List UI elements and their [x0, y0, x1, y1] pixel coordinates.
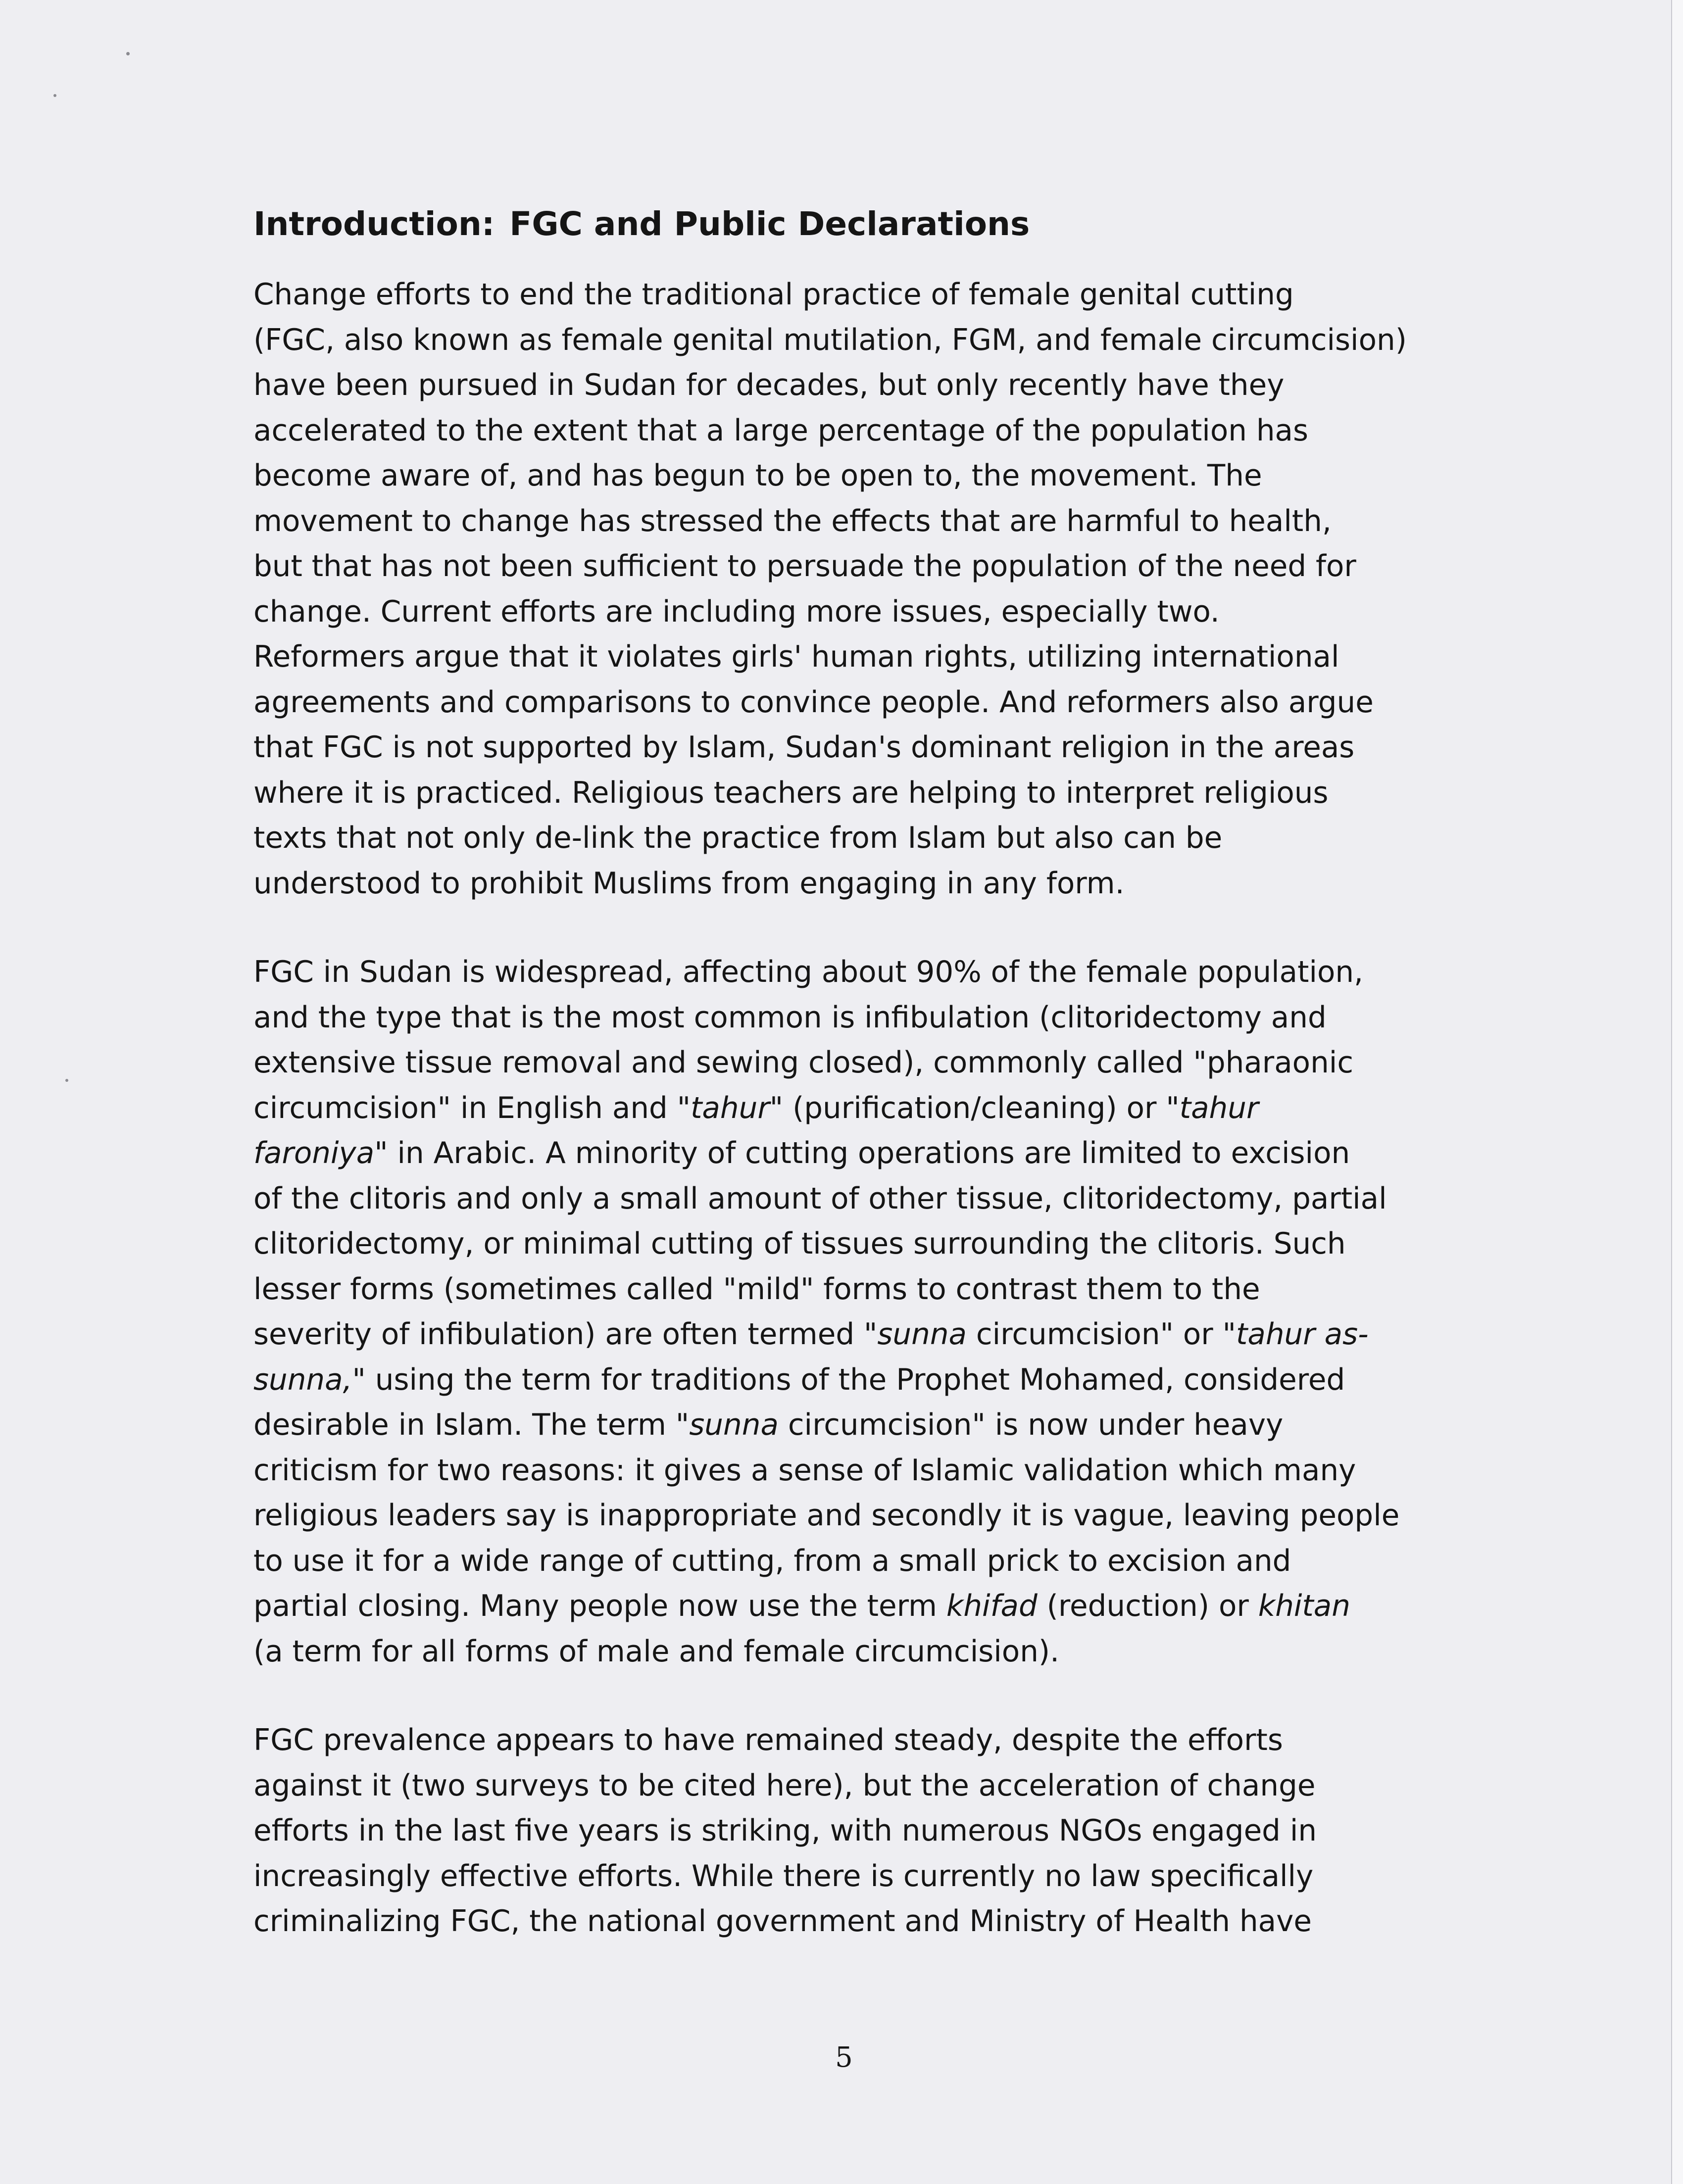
text-segment: lesser forms (sometimes called "mild" forms to contrast them to the: [253, 1272, 1260, 1307]
text-segment: Change efforts to end the traditional practice of female genital cutting: [253, 278, 1294, 312]
text-line: [253, 272, 1461, 318]
text-line: [253, 1539, 1461, 1584]
text-line: [253, 1493, 1461, 1539]
text-segment: change. Current efforts are including more issues, especially two.: [253, 594, 1220, 629]
text-segment: FGC prevalence appears to have remained steady, despite the efforts: [253, 1723, 1283, 1757]
text-line: [253, 1448, 1461, 1494]
text-line: [253, 1584, 1461, 1629]
text-segment: against it (two surveys to be cited here), but the acceleration of change: [253, 1768, 1316, 1803]
text-line: [253, 363, 1461, 408]
page-edge: [1671, 0, 1683, 2184]
italic-term: faroniya": [253, 1136, 388, 1170]
text-segment: agreements and comparisons to convince people. And reformers also argue: [253, 685, 1374, 720]
text-segment: desirable in Islam. The term ": [253, 1408, 690, 1442]
text-segment: accelerated to the extent that a large percentage of the population has: [253, 413, 1309, 448]
text-line: [253, 950, 1461, 995]
text-segment: to use it for a wide range of cutting, from a small prick to excision and: [253, 1544, 1291, 1578]
text-segment: have been pursued in Sudan for decades, but only recently have they: [253, 368, 1285, 402]
italic-term: khitan: [1258, 1589, 1350, 1623]
text-segment: (purification/cleaning) or: [783, 1091, 1166, 1125]
italic-term: sunna: [877, 1317, 967, 1352]
italic-term: sunna: [689, 1408, 779, 1442]
scan-speck: [53, 94, 56, 97]
paragraph: [253, 1718, 1461, 1944]
text-segment: extensive tissue removal and sewing closed), commonly called "pharaonic: [253, 1046, 1354, 1080]
text-line: [253, 318, 1461, 363]
text-line: [253, 408, 1461, 454]
scan-speck: [65, 1079, 68, 1082]
paragraph: [253, 950, 1461, 1674]
text-line: [253, 1763, 1461, 1809]
text-line: [253, 1176, 1461, 1222]
text-segment: religious leaders say is inappropriate and secondly it is vague, leaving people: [253, 1499, 1400, 1533]
text-line: [253, 680, 1461, 726]
text-line: [253, 995, 1461, 1041]
text-segment: become aware of, and has begun to be open to, the movement. The: [253, 459, 1262, 493]
text-segment: severity of infibulation) are often termed ": [253, 1317, 878, 1352]
text-line: [253, 1086, 1461, 1131]
text-line: [253, 589, 1461, 635]
text-segment: circumcision" or: [967, 1317, 1223, 1352]
text-line: [253, 1854, 1461, 1899]
italic-term: "tahur: [1166, 1091, 1259, 1125]
text-segment: FGC in Sudan is widespread, affecting about 90% of the female population,: [253, 955, 1364, 989]
text-line: [253, 816, 1461, 861]
text-line: [253, 499, 1461, 544]
text-line: [253, 1403, 1461, 1448]
text-line: [253, 1358, 1461, 1403]
text-line: [253, 1718, 1461, 1763]
text-segment: texts that not only de-link the practice from Islam but also can be: [253, 821, 1223, 855]
text-segment: partial closing. Many people now use the term: [253, 1589, 946, 1623]
text-line: [253, 1899, 1461, 1944]
text-line: [253, 1221, 1461, 1267]
text-segment: but that has not been sufficient to persuade the population of the need for: [253, 549, 1356, 583]
text-segment: and the type that is the most common is infibulation (clitoridectomy and: [253, 1000, 1327, 1035]
text-segment: efforts in the last five years is striking, with numerous NGOs engaged in: [253, 1814, 1317, 1848]
italic-term: "tahur as-: [1222, 1317, 1369, 1352]
text-line: [253, 544, 1461, 589]
italic-term: "tahur": [677, 1091, 784, 1125]
text-line: [253, 1808, 1461, 1854]
text-segment: clitoridectomy, or minimal cutting of tissues surrounding the clitoris. Such: [253, 1227, 1346, 1261]
text-segment: of the clitoris and only a small amount of other tissue, clitoridectomy, partial: [253, 1181, 1387, 1216]
section-heading-topic: FGC and Public Declarations: [509, 205, 1030, 243]
text-segment: (a term for all forms of male and female circumcision).: [253, 1634, 1060, 1669]
text-segment: that FGC is not supported by Islam, Sudan's dominant religion in the areas: [253, 730, 1355, 765]
text-segment: (FGC, also known as female genital mutilation, FGM, and female circumcision): [253, 323, 1407, 357]
text-line: [253, 453, 1461, 499]
text-line: [253, 634, 1461, 680]
text-segment: circumcision" in English and: [253, 1091, 677, 1125]
paragraph: [253, 272, 1461, 906]
scan-speck: [126, 52, 130, 55]
document-body: [253, 202, 1461, 1988]
paragraph-list: [253, 272, 1461, 1944]
section-heading-label: Introduction:: [253, 205, 495, 243]
italic-term: khifad: [946, 1589, 1038, 1623]
text-line: [253, 1131, 1461, 1176]
text-line: [253, 1312, 1461, 1358]
page-number: 5: [835, 2041, 853, 2074]
text-segment: Reformers argue that it violates girls' human rights, utilizing international: [253, 640, 1339, 674]
text-segment: circumcision" is now under heavy: [778, 1408, 1284, 1442]
text-segment: understood to prohibit Muslims from engaging in any form.: [253, 866, 1125, 901]
text-segment: using the term for traditions of the Prophet Mohamed, considered: [365, 1362, 1345, 1397]
text-segment: in Arabic. A minority of cutting operations are limited to excision: [388, 1136, 1350, 1170]
text-line: [253, 1040, 1461, 1086]
text-segment: criminalizing FGC, the national government and Ministry of Health have: [253, 1904, 1312, 1939]
text-segment: movement to change has stressed the effects that are harmful to health,: [253, 504, 1332, 538]
text-segment: (reduction) or: [1037, 1589, 1258, 1623]
text-segment: where it is practiced. Religious teachers are helping to interpret religious: [253, 776, 1329, 810]
text-line: [253, 725, 1461, 771]
text-line: [253, 771, 1461, 816]
text-segment: increasingly effective efforts. While there is currently no law specifically: [253, 1859, 1314, 1893]
text-line: [253, 861, 1461, 907]
italic-term: sunna,": [253, 1362, 366, 1397]
text-line: [253, 1267, 1461, 1312]
text-line: [253, 1629, 1461, 1675]
section-heading: [253, 202, 1461, 246]
text-segment: criticism for two reasons: it gives a sense of Islamic validation which many: [253, 1453, 1356, 1488]
